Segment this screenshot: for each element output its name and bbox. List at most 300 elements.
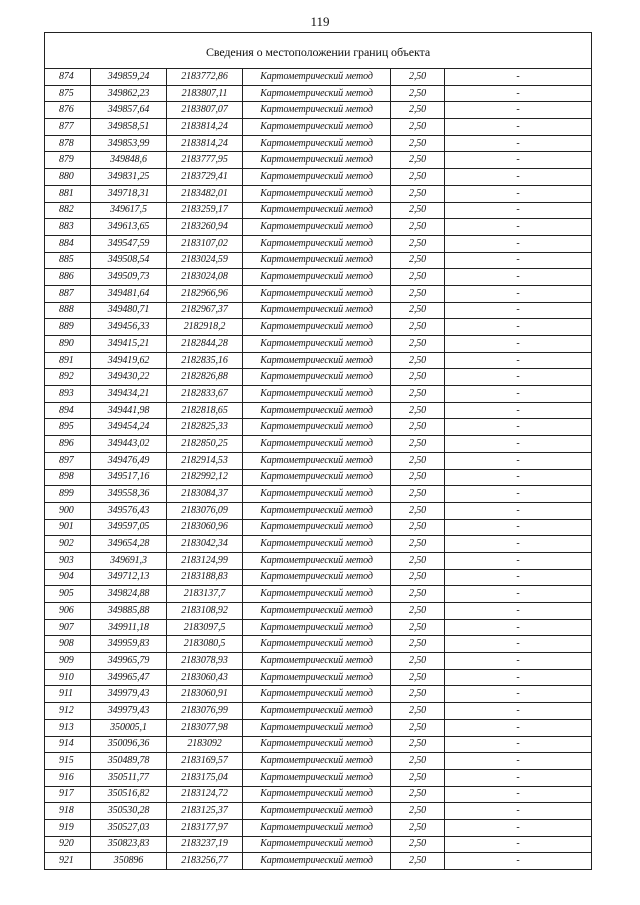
- description-cell: -: [445, 769, 592, 786]
- table-row: [45, 319, 592, 336]
- x-coordinate-cell: 349517,16: [91, 469, 167, 486]
- point-number-cell: 915: [45, 753, 91, 770]
- table-row: [45, 452, 592, 469]
- point-number-cell: 882: [45, 202, 91, 219]
- description-cell: -: [445, 569, 592, 586]
- accuracy-cell: 2,50: [391, 536, 445, 553]
- y-coordinate-cell: 2183097,5: [167, 619, 243, 636]
- x-coordinate-cell: 350530,28: [91, 803, 167, 820]
- y-coordinate-cell: 2182992,12: [167, 469, 243, 486]
- accuracy-cell: 2,50: [391, 753, 445, 770]
- description-cell: -: [445, 603, 592, 620]
- accuracy-cell: 2,50: [391, 686, 445, 703]
- table-row: [45, 669, 592, 686]
- method-cell: Картометрический метод: [243, 302, 391, 319]
- y-coordinate-cell: 2183076,99: [167, 703, 243, 720]
- description-cell: -: [445, 436, 592, 453]
- point-number-cell: 918: [45, 803, 91, 820]
- description-cell: -: [445, 469, 592, 486]
- x-coordinate-cell: 350527,03: [91, 819, 167, 836]
- point-number-cell: 907: [45, 619, 91, 636]
- point-number-cell: 905: [45, 586, 91, 603]
- table-row: [45, 836, 592, 853]
- point-number-cell: 919: [45, 819, 91, 836]
- table-row: [45, 502, 592, 519]
- accuracy-cell: 2,50: [391, 502, 445, 519]
- method-cell: Картометрический метод: [243, 719, 391, 736]
- point-number-cell: 896: [45, 436, 91, 453]
- point-number-cell: 879: [45, 152, 91, 169]
- y-coordinate-cell: 2183092: [167, 736, 243, 753]
- x-coordinate-cell: 349480,71: [91, 302, 167, 319]
- description-cell: -: [445, 85, 592, 102]
- point-number-cell: 885: [45, 252, 91, 269]
- x-coordinate-cell: 349979,43: [91, 703, 167, 720]
- description-cell: -: [445, 719, 592, 736]
- description-cell: -: [445, 302, 592, 319]
- x-coordinate-cell: 349476,49: [91, 452, 167, 469]
- y-coordinate-cell: 2182818,65: [167, 402, 243, 419]
- method-cell: Картометрический метод: [243, 69, 391, 86]
- table-row: [45, 603, 592, 620]
- point-number-cell: 880: [45, 169, 91, 186]
- table-row: [45, 469, 592, 486]
- description-cell: -: [445, 703, 592, 720]
- description-cell: -: [445, 386, 592, 403]
- method-cell: Картометрический метод: [243, 636, 391, 653]
- x-coordinate-cell: 349576,43: [91, 502, 167, 519]
- y-coordinate-cell: 2182826,88: [167, 369, 243, 386]
- accuracy-cell: 2,50: [391, 653, 445, 670]
- x-coordinate-cell: 349654,28: [91, 536, 167, 553]
- x-coordinate-cell: 350896: [91, 853, 167, 870]
- table-row: [45, 486, 592, 503]
- method-cell: Картометрический метод: [243, 486, 391, 503]
- method-cell: Картометрический метод: [243, 502, 391, 519]
- table-row: [45, 135, 592, 152]
- description-cell: -: [445, 319, 592, 336]
- table-row: [45, 102, 592, 119]
- table-row: [45, 636, 592, 653]
- point-number-cell: 883: [45, 219, 91, 236]
- table-row: [45, 719, 592, 736]
- accuracy-cell: 2,50: [391, 736, 445, 753]
- method-cell: Картометрический метод: [243, 619, 391, 636]
- accuracy-cell: 2,50: [391, 436, 445, 453]
- y-coordinate-cell: 2183124,72: [167, 786, 243, 803]
- y-coordinate-cell: 2183482,01: [167, 185, 243, 202]
- y-coordinate-cell: 2183124,99: [167, 552, 243, 569]
- y-coordinate-cell: 2183060,43: [167, 669, 243, 686]
- y-coordinate-cell: 2183807,11: [167, 85, 243, 102]
- x-coordinate-cell: 349434,21: [91, 386, 167, 403]
- x-coordinate-cell: 349911,18: [91, 619, 167, 636]
- table-row: [45, 853, 592, 870]
- point-number-cell: 900: [45, 502, 91, 519]
- table-row: [45, 736, 592, 753]
- point-number-cell: 876: [45, 102, 91, 119]
- accuracy-cell: 2,50: [391, 402, 445, 419]
- y-coordinate-cell: 2182833,67: [167, 386, 243, 403]
- x-coordinate-cell: 349831,25: [91, 169, 167, 186]
- method-cell: Картометрический метод: [243, 269, 391, 286]
- y-coordinate-cell: 2183807,07: [167, 102, 243, 119]
- x-coordinate-cell: 349853,99: [91, 135, 167, 152]
- x-coordinate-cell: 349558,36: [91, 486, 167, 503]
- x-coordinate-cell: 349430,22: [91, 369, 167, 386]
- x-coordinate-cell: 350096,36: [91, 736, 167, 753]
- accuracy-cell: 2,50: [391, 119, 445, 136]
- accuracy-cell: 2,50: [391, 836, 445, 853]
- y-coordinate-cell: 2182844,28: [167, 336, 243, 353]
- x-coordinate-cell: 349547,59: [91, 235, 167, 252]
- accuracy-cell: 2,50: [391, 152, 445, 169]
- accuracy-cell: 2,50: [391, 819, 445, 836]
- point-number-cell: 888: [45, 302, 91, 319]
- description-cell: -: [445, 269, 592, 286]
- point-number-cell: 886: [45, 269, 91, 286]
- x-coordinate-cell: 349617,5: [91, 202, 167, 219]
- y-coordinate-cell: 2183259,17: [167, 202, 243, 219]
- description-cell: -: [445, 419, 592, 436]
- accuracy-cell: 2,50: [391, 703, 445, 720]
- accuracy-cell: 2,50: [391, 803, 445, 820]
- method-cell: Картометрический метод: [243, 536, 391, 553]
- point-number-cell: 913: [45, 719, 91, 736]
- table-body: [45, 69, 592, 870]
- x-coordinate-cell: 349824,88: [91, 586, 167, 603]
- accuracy-cell: 2,50: [391, 319, 445, 336]
- table-row: [45, 69, 592, 86]
- point-number-cell: 921: [45, 853, 91, 870]
- point-number-cell: 891: [45, 352, 91, 369]
- x-coordinate-cell: 350489,78: [91, 753, 167, 770]
- description-cell: -: [445, 352, 592, 369]
- method-cell: Картометрический метод: [243, 336, 391, 353]
- description-cell: -: [445, 169, 592, 186]
- method-cell: Картометрический метод: [243, 252, 391, 269]
- accuracy-cell: 2,50: [391, 452, 445, 469]
- description-cell: -: [445, 252, 592, 269]
- description-cell: -: [445, 185, 592, 202]
- point-number-cell: 892: [45, 369, 91, 386]
- x-coordinate-cell: 349441,98: [91, 402, 167, 419]
- y-coordinate-cell: 2182825,33: [167, 419, 243, 436]
- x-coordinate-cell: 349509,73: [91, 269, 167, 286]
- description-cell: -: [445, 653, 592, 670]
- point-number-cell: 920: [45, 836, 91, 853]
- x-coordinate-cell: 349862,23: [91, 85, 167, 102]
- table-row: [45, 252, 592, 269]
- table-row: [45, 185, 592, 202]
- point-number-cell: 877: [45, 119, 91, 136]
- y-coordinate-cell: 2183772,86: [167, 69, 243, 86]
- method-cell: Картометрический метод: [243, 586, 391, 603]
- accuracy-cell: 2,50: [391, 202, 445, 219]
- table-row: [45, 119, 592, 136]
- x-coordinate-cell: 349456,33: [91, 319, 167, 336]
- y-coordinate-cell: 2183107,02: [167, 235, 243, 252]
- description-cell: -: [445, 853, 592, 870]
- method-cell: Картометрический метод: [243, 402, 391, 419]
- table-row: [45, 536, 592, 553]
- y-coordinate-cell: 2183177,97: [167, 819, 243, 836]
- accuracy-cell: 2,50: [391, 586, 445, 603]
- y-coordinate-cell: 2182914,53: [167, 452, 243, 469]
- method-cell: Картометрический метод: [243, 102, 391, 119]
- accuracy-cell: 2,50: [391, 486, 445, 503]
- accuracy-cell: 2,50: [391, 352, 445, 369]
- table-row: [45, 803, 592, 820]
- x-coordinate-cell: 349959,83: [91, 636, 167, 653]
- description-cell: -: [445, 285, 592, 302]
- method-cell: Картометрический метод: [243, 753, 391, 770]
- accuracy-cell: 2,50: [391, 135, 445, 152]
- table-row: [45, 402, 592, 419]
- description-cell: -: [445, 502, 592, 519]
- method-cell: Картометрический метод: [243, 152, 391, 169]
- description-cell: -: [445, 202, 592, 219]
- table-row: [45, 369, 592, 386]
- method-cell: Картометрический метод: [243, 419, 391, 436]
- table-row: [45, 269, 592, 286]
- description-cell: -: [445, 219, 592, 236]
- table-row: [45, 653, 592, 670]
- method-cell: Картометрический метод: [243, 352, 391, 369]
- x-coordinate-cell: 349443,02: [91, 436, 167, 453]
- table-row: [45, 686, 592, 703]
- description-cell: -: [445, 586, 592, 603]
- method-cell: Картометрический метод: [243, 169, 391, 186]
- accuracy-cell: 2,50: [391, 669, 445, 686]
- method-cell: Картометрический метод: [243, 185, 391, 202]
- description-cell: -: [445, 636, 592, 653]
- description-cell: -: [445, 152, 592, 169]
- section-title: Сведения о местоположении границ объекта: [45, 33, 592, 69]
- table-row: [45, 352, 592, 369]
- description-cell: -: [445, 402, 592, 419]
- y-coordinate-cell: 2183814,24: [167, 119, 243, 136]
- point-number-cell: 898: [45, 469, 91, 486]
- accuracy-cell: 2,50: [391, 569, 445, 586]
- y-coordinate-cell: 2183078,93: [167, 653, 243, 670]
- y-coordinate-cell: 2183024,08: [167, 269, 243, 286]
- point-number-cell: 914: [45, 736, 91, 753]
- table-row: [45, 152, 592, 169]
- accuracy-cell: 2,50: [391, 269, 445, 286]
- x-coordinate-cell: 349858,51: [91, 119, 167, 136]
- table-row: [45, 786, 592, 803]
- point-number-cell: 902: [45, 536, 91, 553]
- table-row: [45, 285, 592, 302]
- description-cell: -: [445, 836, 592, 853]
- accuracy-cell: 2,50: [391, 719, 445, 736]
- accuracy-cell: 2,50: [391, 336, 445, 353]
- point-number-cell: 890: [45, 336, 91, 353]
- y-coordinate-cell: 2183024,59: [167, 252, 243, 269]
- table-row: [45, 586, 592, 603]
- point-number-cell: 910: [45, 669, 91, 686]
- x-coordinate-cell: 349848,6: [91, 152, 167, 169]
- description-cell: -: [445, 736, 592, 753]
- table-header-row: [45, 33, 592, 69]
- table-row: [45, 336, 592, 353]
- description-cell: -: [445, 369, 592, 386]
- table-row: [45, 769, 592, 786]
- boundary-coordinates-table: [44, 32, 592, 870]
- y-coordinate-cell: 2183076,09: [167, 502, 243, 519]
- method-cell: Картометрический метод: [243, 736, 391, 753]
- method-cell: Картометрический метод: [243, 519, 391, 536]
- point-number-cell: 904: [45, 569, 91, 586]
- y-coordinate-cell: 2183125,37: [167, 803, 243, 820]
- y-coordinate-cell: 2183108,92: [167, 603, 243, 620]
- x-coordinate-cell: 350511,77: [91, 769, 167, 786]
- accuracy-cell: 2,50: [391, 519, 445, 536]
- y-coordinate-cell: 2182850,25: [167, 436, 243, 453]
- table-row: [45, 85, 592, 102]
- method-cell: Картометрический метод: [243, 135, 391, 152]
- method-cell: Картометрический метод: [243, 552, 391, 569]
- description-cell: -: [445, 119, 592, 136]
- point-number-cell: 895: [45, 419, 91, 436]
- point-number-cell: 908: [45, 636, 91, 653]
- y-coordinate-cell: 2183060,91: [167, 686, 243, 703]
- accuracy-cell: 2,50: [391, 786, 445, 803]
- accuracy-cell: 2,50: [391, 552, 445, 569]
- x-coordinate-cell: 349419,62: [91, 352, 167, 369]
- method-cell: Картометрический метод: [243, 436, 391, 453]
- table-row: [45, 519, 592, 536]
- description-cell: -: [445, 669, 592, 686]
- point-number-cell: 894: [45, 402, 91, 419]
- method-cell: Картометрический метод: [243, 202, 391, 219]
- x-coordinate-cell: 350516,82: [91, 786, 167, 803]
- method-cell: Картометрический метод: [243, 319, 391, 336]
- y-coordinate-cell: 2183188,83: [167, 569, 243, 586]
- description-cell: -: [445, 536, 592, 553]
- description-cell: -: [445, 619, 592, 636]
- method-cell: Картометрический метод: [243, 819, 391, 836]
- table-row: [45, 219, 592, 236]
- accuracy-cell: 2,50: [391, 386, 445, 403]
- table-row: [45, 819, 592, 836]
- x-coordinate-cell: 349979,43: [91, 686, 167, 703]
- table-row: [45, 619, 592, 636]
- accuracy-cell: 2,50: [391, 252, 445, 269]
- accuracy-cell: 2,50: [391, 169, 445, 186]
- x-coordinate-cell: 349454,24: [91, 419, 167, 436]
- x-coordinate-cell: 350823,83: [91, 836, 167, 853]
- x-coordinate-cell: 349415,21: [91, 336, 167, 353]
- x-coordinate-cell: 349613,65: [91, 219, 167, 236]
- method-cell: Картометрический метод: [243, 219, 391, 236]
- point-number-cell: 906: [45, 603, 91, 620]
- table-row: [45, 703, 592, 720]
- accuracy-cell: 2,50: [391, 619, 445, 636]
- table-row: [45, 169, 592, 186]
- description-cell: -: [445, 819, 592, 836]
- accuracy-cell: 2,50: [391, 285, 445, 302]
- method-cell: Картометрический метод: [243, 803, 391, 820]
- method-cell: Картометрический метод: [243, 786, 391, 803]
- y-coordinate-cell: 2183137,7: [167, 586, 243, 603]
- accuracy-cell: 2,50: [391, 302, 445, 319]
- accuracy-cell: 2,50: [391, 219, 445, 236]
- method-cell: Картометрический метод: [243, 686, 391, 703]
- y-coordinate-cell: 2183814,24: [167, 135, 243, 152]
- y-coordinate-cell: 2183060,96: [167, 519, 243, 536]
- x-coordinate-cell: 350005,1: [91, 719, 167, 736]
- x-coordinate-cell: 349597,05: [91, 519, 167, 536]
- x-coordinate-cell: 349691,3: [91, 552, 167, 569]
- description-cell: -: [445, 336, 592, 353]
- accuracy-cell: 2,50: [391, 853, 445, 870]
- x-coordinate-cell: 349718,31: [91, 185, 167, 202]
- table-row: [45, 569, 592, 586]
- point-number-cell: 884: [45, 235, 91, 252]
- table-row: [45, 202, 592, 219]
- description-cell: -: [445, 486, 592, 503]
- x-coordinate-cell: 349857,64: [91, 102, 167, 119]
- method-cell: Картометрический метод: [243, 285, 391, 302]
- method-cell: Картометрический метод: [243, 85, 391, 102]
- method-cell: Картометрический метод: [243, 386, 391, 403]
- x-coordinate-cell: 349965,47: [91, 669, 167, 686]
- accuracy-cell: 2,50: [391, 85, 445, 102]
- table-row: [45, 235, 592, 252]
- point-number-cell: 878: [45, 135, 91, 152]
- description-cell: -: [445, 102, 592, 119]
- method-cell: Картометрический метод: [243, 569, 391, 586]
- point-number-cell: 899: [45, 486, 91, 503]
- method-cell: Картометрический метод: [243, 119, 391, 136]
- accuracy-cell: 2,50: [391, 185, 445, 202]
- y-coordinate-cell: 2182918,2: [167, 319, 243, 336]
- method-cell: Картометрический метод: [243, 452, 391, 469]
- point-number-cell: 916: [45, 769, 91, 786]
- point-number-cell: 889: [45, 319, 91, 336]
- point-number-cell: 909: [45, 653, 91, 670]
- y-coordinate-cell: 2183260,94: [167, 219, 243, 236]
- point-number-cell: 897: [45, 452, 91, 469]
- y-coordinate-cell: 2183256,77: [167, 853, 243, 870]
- y-coordinate-cell: 2183237,19: [167, 836, 243, 853]
- point-number-cell: 911: [45, 686, 91, 703]
- y-coordinate-cell: 2182835,16: [167, 352, 243, 369]
- y-coordinate-cell: 2183077,98: [167, 719, 243, 736]
- description-cell: -: [445, 786, 592, 803]
- point-number-cell: 903: [45, 552, 91, 569]
- method-cell: Картометрический метод: [243, 836, 391, 853]
- point-number-cell: 912: [45, 703, 91, 720]
- description-cell: -: [445, 69, 592, 86]
- accuracy-cell: 2,50: [391, 102, 445, 119]
- method-cell: Картометрический метод: [243, 603, 391, 620]
- description-cell: -: [445, 686, 592, 703]
- y-coordinate-cell: 2182966,96: [167, 285, 243, 302]
- y-coordinate-cell: 2183777,95: [167, 152, 243, 169]
- method-cell: Картометрический метод: [243, 235, 391, 252]
- point-number-cell: 917: [45, 786, 91, 803]
- description-cell: -: [445, 552, 592, 569]
- method-cell: Картометрический метод: [243, 769, 391, 786]
- accuracy-cell: 2,50: [391, 769, 445, 786]
- accuracy-cell: 2,50: [391, 69, 445, 86]
- x-coordinate-cell: 349859,24: [91, 69, 167, 86]
- y-coordinate-cell: 2183729,41: [167, 169, 243, 186]
- accuracy-cell: 2,50: [391, 369, 445, 386]
